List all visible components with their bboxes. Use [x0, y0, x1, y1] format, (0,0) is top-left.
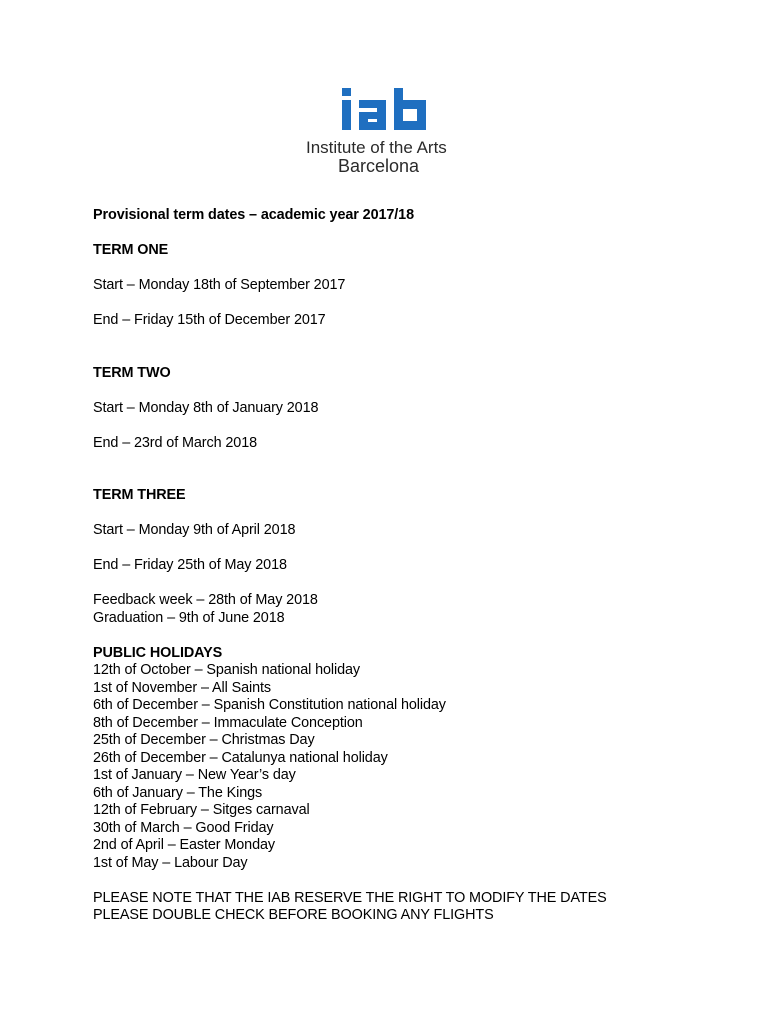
public-holidays-title: PUBLIC HOLIDAYS	[93, 644, 223, 661]
holiday-item: 1st of May – Labour Day	[93, 854, 248, 871]
term-two-end: End – 23rd of March 2018	[93, 434, 257, 451]
holiday-item: 1st of January – New Year’s day	[93, 767, 296, 783]
holiday-item: 25th of December – Christmas Day	[93, 732, 315, 748]
holiday-item: 2nd of April – Easter Monday	[93, 837, 275, 853]
holiday-item: 12th of October – Spanish national holiday	[93, 662, 361, 678]
term-two-start: Start – Monday 8th of January 2018	[93, 399, 319, 416]
holiday-item: 6th of December – Spanish Constitution national holiday	[93, 697, 446, 713]
logo-text-barcelona: Barcelona	[338, 156, 420, 176]
term-three-start: Start – Monday 9th of April 2018	[93, 522, 296, 538]
feedback-week: Feedback week – 28th of May 2018	[93, 592, 318, 608]
iab-logo	[306, 88, 464, 178]
holiday-item: 12th of February – Sitges carnaval	[93, 802, 310, 818]
holiday-item: 26th of December – Catalunya national holiday	[93, 749, 388, 766]
logo-text-institute: Institute of the Arts	[306, 138, 447, 157]
graduation: Graduation – 9th of June 2018	[93, 609, 285, 626]
term-two-title: TERM TWO	[93, 364, 171, 381]
term-one-start: Start – Monday 18th of September 2017	[93, 277, 346, 293]
term-one-title: TERM ONE	[93, 242, 169, 258]
holiday-item: 8th of December – Immaculate Conception	[93, 714, 363, 731]
holiday-item: 30th of March – Good Friday	[93, 819, 274, 836]
holiday-item: 1st of November – All Saints	[93, 679, 271, 696]
document-body	[93, 207, 733, 925]
term-three-end: End – Friday 25th of May 2018	[93, 557, 287, 573]
notice-modify-dates: PLEASE NOTE THAT THE IAB RESERVE THE RIGHT TO MODIFY THE DATES	[93, 889, 607, 906]
term-one-end: End – Friday 15th of December 2017	[93, 312, 326, 328]
document-heading: Provisional term dates – academic year 2017/18	[93, 207, 414, 223]
iab-logo-mark	[342, 88, 426, 130]
notice-check-flights: PLEASE DOUBLE CHECK BEFORE BOOKING ANY FLIGHTS	[93, 907, 494, 923]
term-three-title: TERM THREE	[93, 487, 186, 503]
holiday-item: 6th of January – The Kings	[93, 784, 263, 801]
